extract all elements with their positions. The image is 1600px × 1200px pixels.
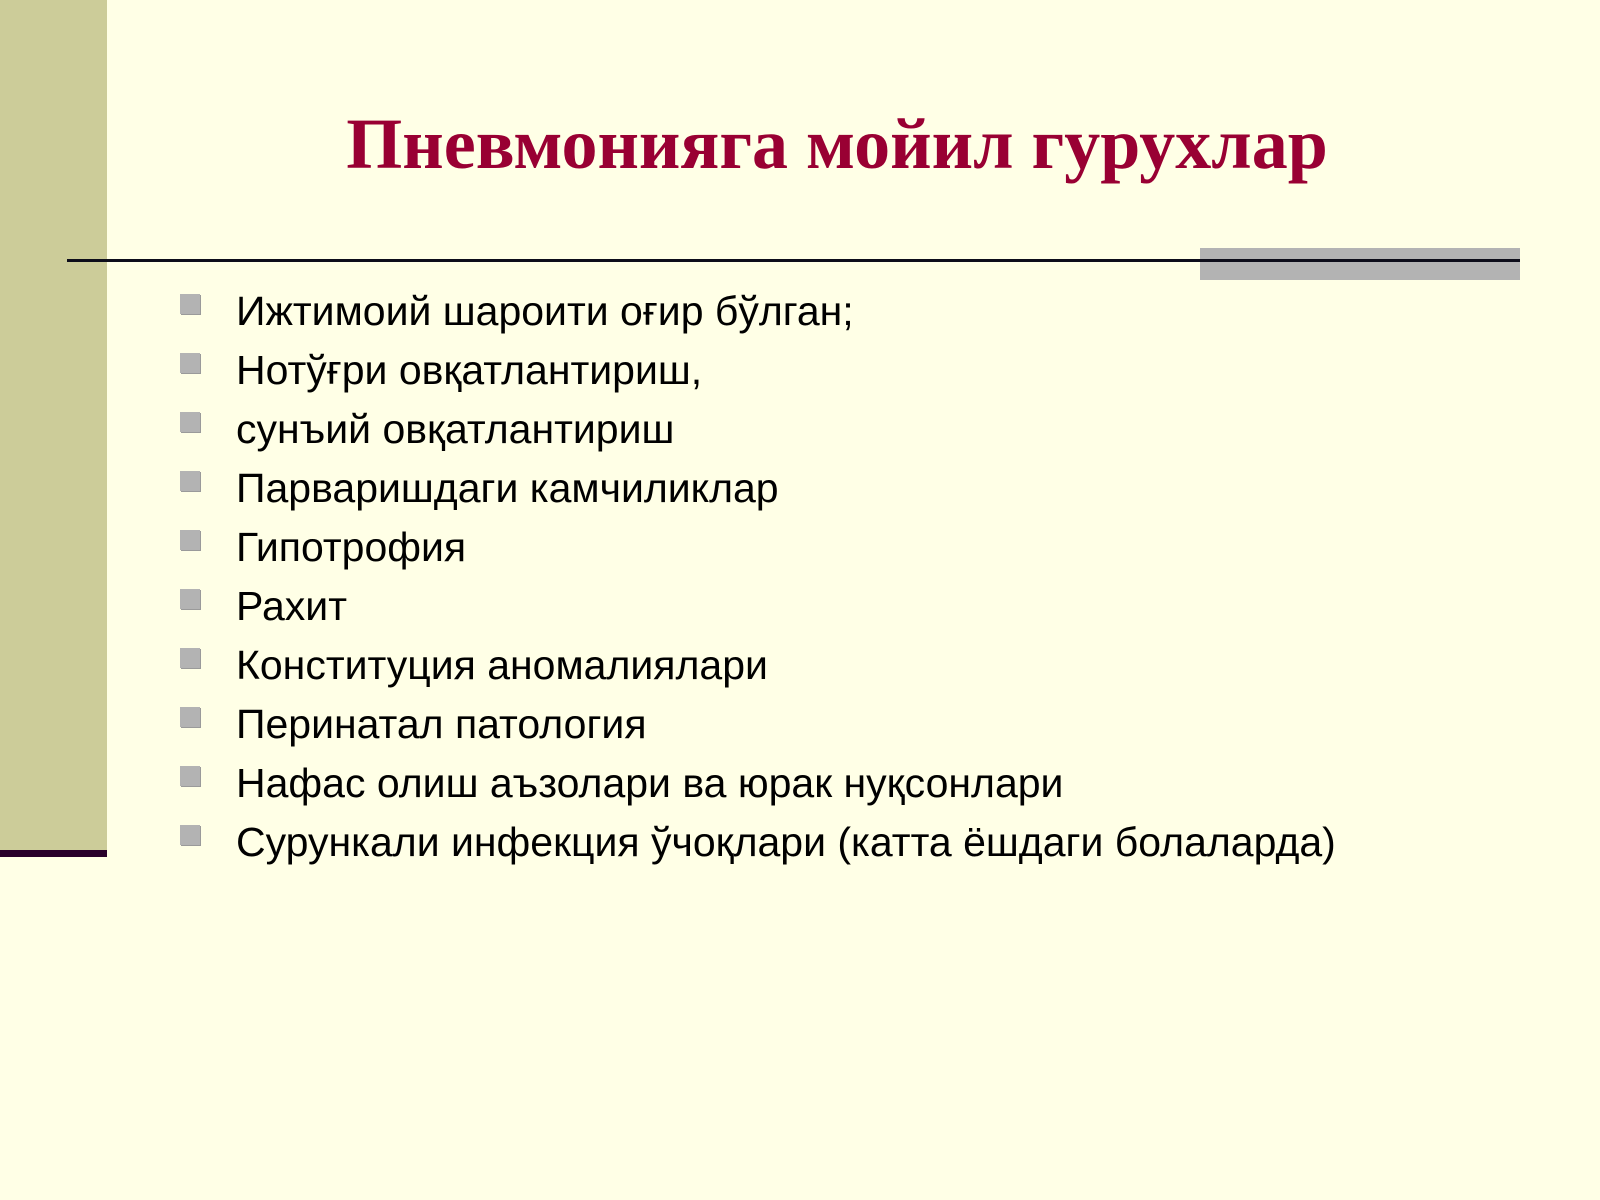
list-item (178, 754, 1558, 813)
list-item (178, 400, 1558, 459)
bullet-list (178, 282, 1558, 872)
square-bullet-icon (180, 530, 200, 550)
list-item (178, 636, 1558, 695)
list-item-text: Гипотрофия (236, 524, 467, 570)
slide-title: Пневмонияга мойил гурухлар (346, 104, 1328, 184)
list-item (178, 341, 1558, 400)
square-bullet-icon (180, 589, 200, 609)
list-item (178, 459, 1558, 518)
list-item-text: Ижтимоий шароити оғир бўлган; (236, 288, 854, 334)
list-item-text: Нафас олиш аъзолари ва юрак нуқсонлари (236, 760, 1064, 806)
list-item (178, 695, 1558, 754)
list-item-text: Парваришдаги камчиликлар (236, 465, 779, 511)
list-item-text: Нотўғри овқатлантириш, (236, 347, 703, 393)
square-bullet-icon (180, 707, 200, 727)
list-item-text: Сурункали инфекция ўчоқлари (катта ёшдаги болаларда) (236, 819, 1336, 865)
left-bar-underline (0, 850, 107, 857)
title-divider (67, 259, 1520, 262)
list-item (178, 813, 1558, 872)
list-item-text: Конституция аномалиялари (236, 642, 768, 688)
list-item-text: Рахит (236, 583, 347, 629)
list-item (178, 518, 1558, 577)
list-item (178, 282, 1558, 341)
title-accent-bar (1200, 248, 1520, 280)
square-bullet-icon (180, 353, 200, 373)
square-bullet-icon (180, 648, 200, 668)
square-bullet-icon (180, 471, 200, 491)
square-bullet-icon (180, 766, 200, 786)
square-bullet-icon (180, 294, 200, 314)
left-decorative-bar (0, 0, 107, 850)
list-item-text: Перинатал патология (236, 701, 647, 747)
square-bullet-icon (180, 412, 200, 432)
list-item (178, 577, 1558, 636)
list-item-text: сунъий овқатлантириш (236, 406, 675, 452)
square-bullet-icon (180, 825, 200, 845)
